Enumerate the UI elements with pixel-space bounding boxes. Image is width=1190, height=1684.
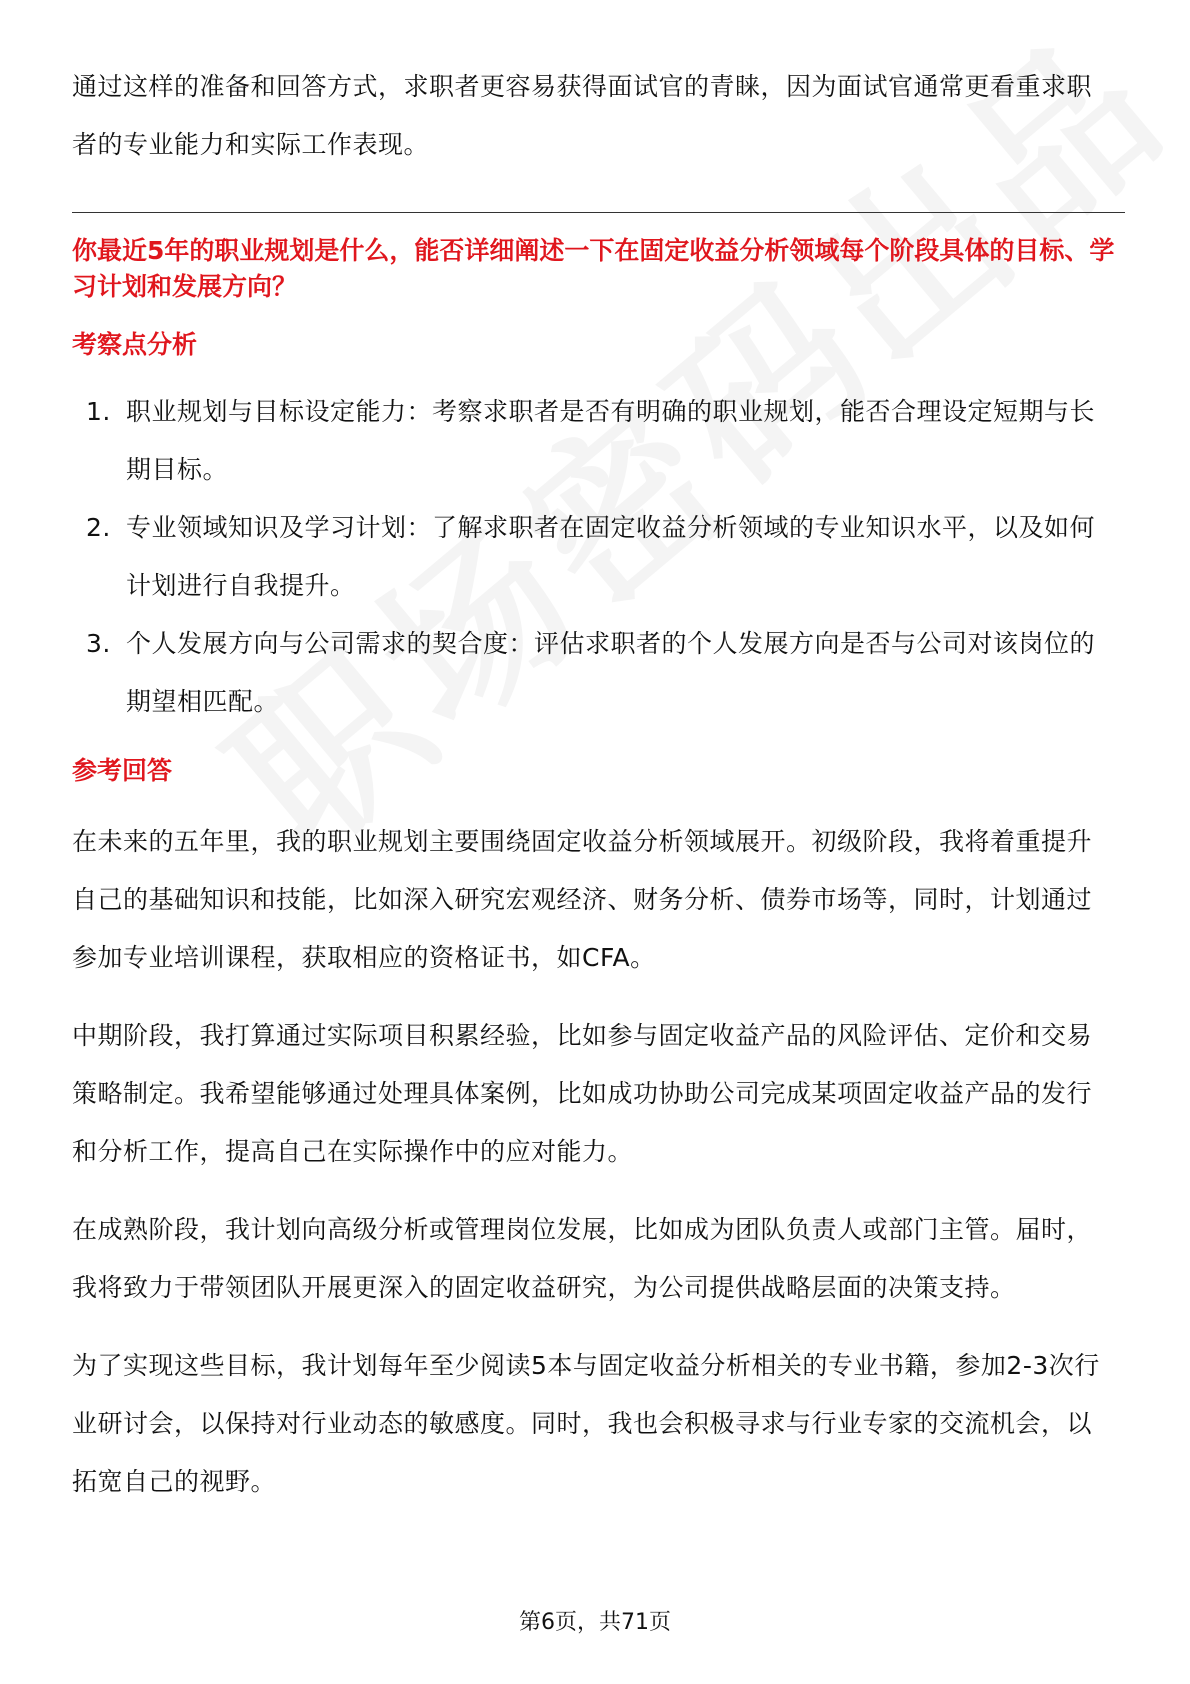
answer-heading: 参考回答 (72, 756, 173, 785)
answer-paragraph: 在未来的五年里，我的职业规划主要围绕固定收益分析领域展开。初级阶段，我将着重提升自己的基础知识和技能，比如深入研究宏观经济、财务分析、债券市场等，同时，计划通过参加专业培训课程，获取相应的资格证书，如CFA。 (72, 827, 1093, 972)
analysis-point (72, 383, 1117, 499)
analysis-point-number: 2. (86, 513, 111, 542)
analysis-point (72, 615, 1117, 731)
analysis-point (72, 499, 1117, 615)
analysis-point-text: 职业规划与目标设定能力：考察求职者是否有明确的职业规划，能否合理设定短期与长期目标。 (126, 397, 1096, 484)
analysis-point-text: 专业领域知识及学习计划：了解求职者在固定收益分析领域的专业知识水平，以及如何计划进行自我提升。 (126, 513, 1096, 600)
analysis-heading: 考察点分析 (72, 330, 198, 359)
analysis-point-number: 1. (86, 397, 111, 426)
answer-paragraph: 为了实现这些目标，我计划每年至少阅读5本与固定收益分析相关的专业书籍，参加2-3次行业研讨会，以保持对行业动态的敏感度。同时，我也会积极寻求与行业专家的交流机会，以拓宽自己的视野。 (72, 1351, 1100, 1496)
analysis-point-list (72, 383, 1117, 731)
analysis-point-text: 个人发展方向与公司需求的契合度：评估求职者的个人发展方向是否与公司对该岗位的期望相匹配。 (126, 629, 1096, 716)
interview-question: 你最近5年的职业规划是什么，能否详细阐述一下在固定收益分析领域每个阶段具体的目标、学习计划和发展方向？ (72, 236, 1115, 301)
answer-paragraph: 中期阶段，我打算通过实际项目积累经验，比如参与固定收益产品的风险评估、定价和交易策略制定。我希望能够通过处理具体案例，比如成功协助公司完成某项固定收益产品的发行和分析工作，提高自己在实际操作中的应对能力。 (72, 1021, 1093, 1166)
page-content (72, 58, 1117, 1531)
analysis-point-number: 3. (86, 629, 111, 658)
section-divider (72, 212, 1125, 213)
answer-paragraph: 在成熟阶段，我计划向高级分析或管理岗位发展，比如成为团队负责人或部门主管。届时，我将致力于带领团队开展更深入的固定收益研究，为公司提供战略层面的决策支持。 (72, 1215, 1093, 1302)
intro-paragraph: 通过这样的准备和回答方式，求职者更容易获得面试官的青睐，因为面试官通常更看重求职者的专业能力和实际工作表现。 (72, 72, 1093, 159)
page-number: 第6页，共71页 (519, 1610, 671, 1635)
